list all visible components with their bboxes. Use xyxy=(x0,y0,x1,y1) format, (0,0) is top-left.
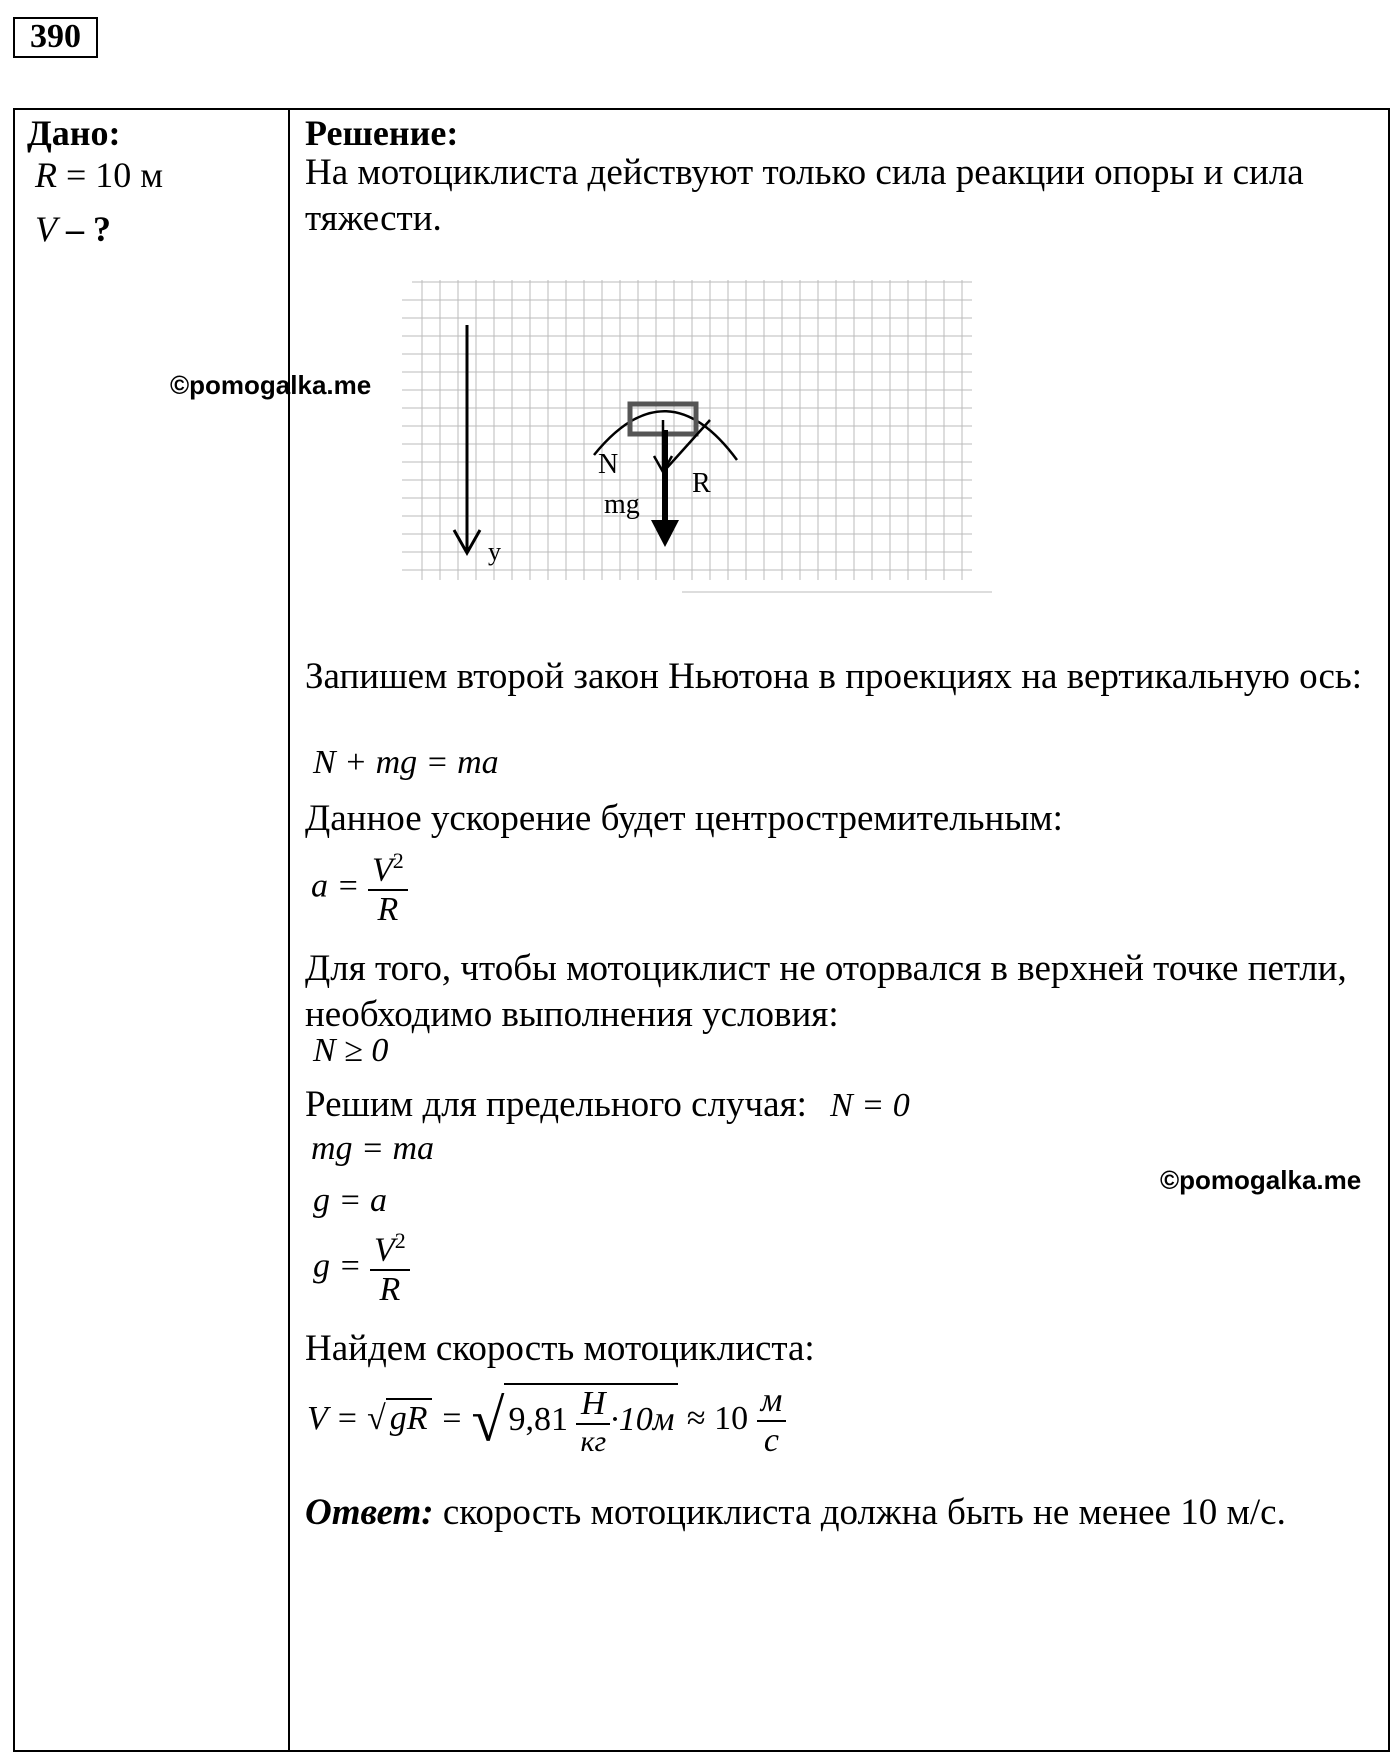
sqrt-numeric: √ 9,81 $\frac{Н}{кг}$ ·10м xyxy=(472,1383,679,1459)
column-divider xyxy=(288,110,290,1750)
solution-paragraph-newton: Запишем второй закон Ньютона в проекциях на вертикальную ось: xyxy=(305,656,1363,697)
solution-header: Решение: xyxy=(305,113,459,153)
formula-speed: V = √ gR = √ 9,81 $\frac{Н}{кг}$ ·10м ≈ 10 $\frac{м}{с}$ xyxy=(307,1382,786,1460)
label-N: N xyxy=(598,449,619,480)
formula-mg-ma: mg = ma xyxy=(311,1130,435,1167)
solution-paragraph-forces: На мотоциклиста действуют только сила реакции опоры и сила тяжести. xyxy=(305,152,1304,239)
given-radius: R = 10 м xyxy=(35,155,164,195)
given-unknown: V – ? xyxy=(35,209,111,249)
formula-newton: N + mg = ma xyxy=(313,744,499,781)
solution-paragraph-speed: Найдем скорость мотоциклиста: xyxy=(305,1328,815,1369)
formula-condition: N ≥ 0 xyxy=(313,1032,389,1069)
formula-g-v2-r: g = $\frac{V^2}{R}$ xyxy=(313,1228,410,1309)
solution-paragraph-centripetal: Данное ускорение будет центростремительным: xyxy=(305,798,1063,839)
axis-label-y: y xyxy=(488,537,501,566)
gravity-arrow xyxy=(651,430,679,547)
answer: Ответ: скорость мотоциклиста должна быть не менее 10 м/с. xyxy=(305,1492,1286,1533)
fraction-v2-over-r-2: $\frac{V^2}{R}$ xyxy=(370,1228,410,1309)
fraction-m-over-s: $\frac{м}{с}$ xyxy=(757,1382,787,1460)
label-mg: mg xyxy=(604,489,640,520)
sqrt-gR: √ gR xyxy=(367,1398,431,1438)
formula-centripetal: a = $\frac{V^2}{R}$ xyxy=(311,848,408,929)
problem-number: 390 xyxy=(13,17,98,58)
solution-paragraph-condition: Для того, чтобы мотоциклист не оторвался в верхней точке петли, необходимо выполнения условия: xyxy=(305,948,1347,1035)
watermark: ©pomogalka.me xyxy=(170,370,372,400)
fraction-v2-over-r: $\frac{V^2}{R}$ xyxy=(368,848,408,929)
watermark: ©pomogalka.me xyxy=(1160,1165,1362,1195)
formula-g-a: g = a xyxy=(313,1182,387,1219)
force-diagram xyxy=(382,270,1002,610)
given-header: Дано: xyxy=(27,113,121,153)
label-R: R xyxy=(692,468,711,499)
solution-paragraph-limit: Решим для предельного случая: N = 0 xyxy=(305,1084,910,1125)
solution-table xyxy=(13,108,1390,1752)
fraction-n-over-kg: $\frac{Н}{кг}$ xyxy=(576,1385,610,1459)
